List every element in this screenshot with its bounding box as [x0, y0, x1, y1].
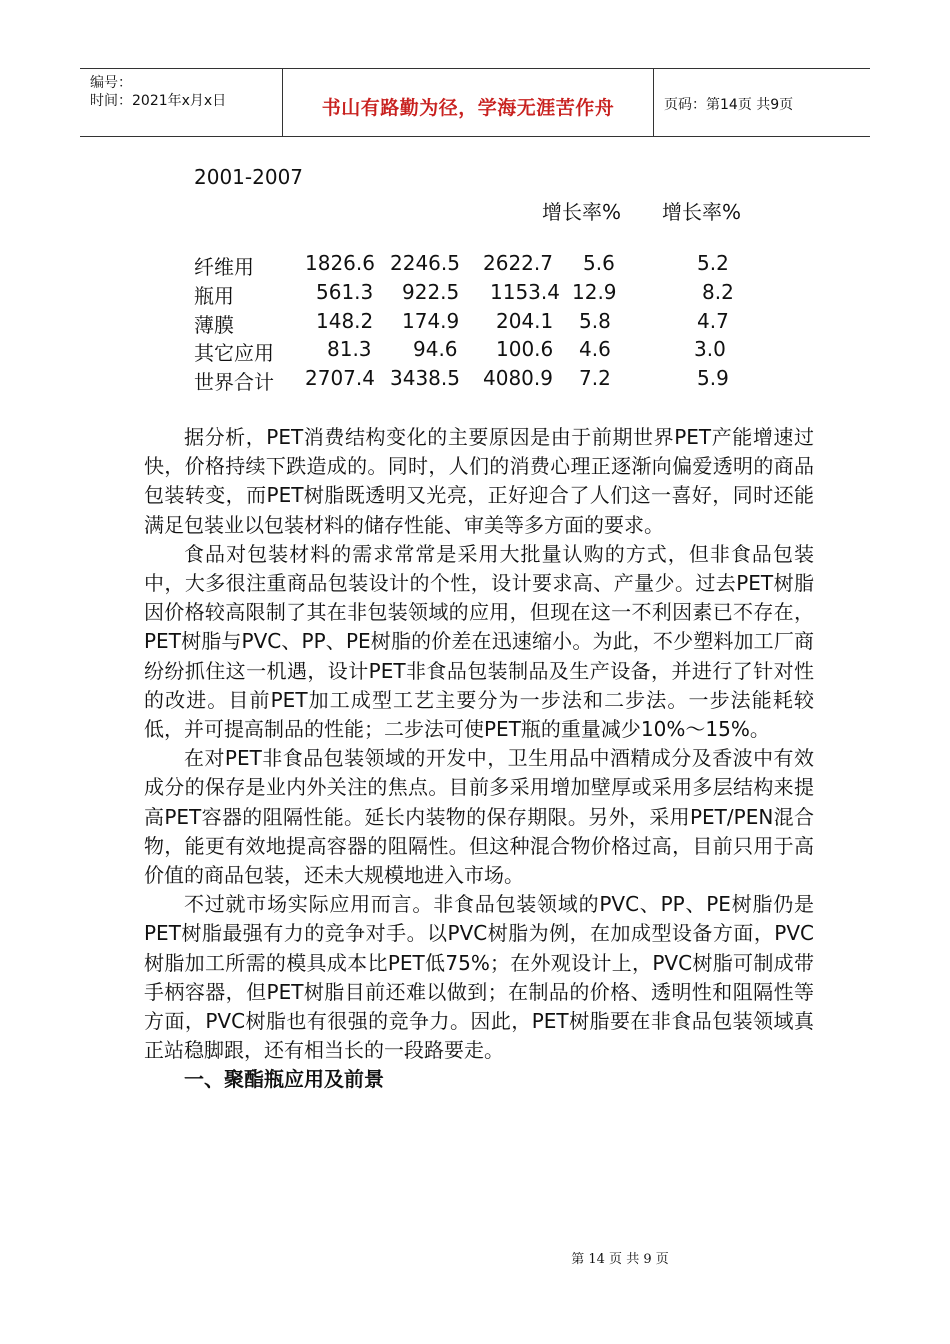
paragraph: 不过就市场实际应用而言。非食品包装领域的PVC、PP、PE树脂仍是PET树脂最强有力的竞争对手。以PVC树脂为例，在加成型设备方面，PVC树脂加工所需的模具成本比PET低75%；在外观设计上，PVC树脂可制成带手柄容器，但PET树脂目前还难以做到；在制品的价格、透明性和阻隔性等方面，PVC树脂也有很强的竞争力。因此，PET树脂要在非食品包装领域真正站稳脚跟，还有相当长的一段路要走。: [144, 892, 814, 1063]
row-value-1: 81.3: [327, 337, 372, 361]
header-motto-cell: [283, 69, 654, 136]
row-value-3: 2622.7: [483, 251, 553, 275]
header-motto: 书山有路勤为径，学海无涯苦作舟: [321, 97, 615, 119]
row-growth-1: 12.9: [572, 280, 617, 304]
row-growth-2: 4.7: [697, 309, 729, 333]
row-value-2: 94.6: [413, 337, 458, 361]
page-header: [80, 68, 870, 137]
document-number-label: 编号：: [90, 75, 132, 91]
row-label: 薄膜: [194, 313, 234, 337]
row-growth-2: 5.9: [697, 366, 729, 390]
row-value-3: 100.6: [496, 337, 554, 361]
row-growth-2: 8.2: [702, 280, 734, 304]
row-growth-2: 3.0: [694, 337, 726, 361]
header-page-number: 页码：第14页 共9页: [664, 97, 794, 113]
row-growth-1: 4.6: [579, 337, 611, 361]
paragraph: 在对PET非食品包装领域的开发中，卫生用品中酒精成分及香波中有效成分的保存是业内外关注的焦点。目前多采用增加壁厚或采用多层结构来提高PET容器的阻隔性能。延长内装物的保存期限。另外，采用PET/PEN混合物，能更有效地提高容器的阻隔性。但这种混合物价格过高，目前只用于高价值的商品包装，还未大规模地进入市场。: [144, 746, 814, 888]
paragraph: 食品对包装材料的需求常常是采用大批量认购的方式，但非食品包装中，大多很注重商品包装设计的个性，设计要求高、产量少。过去PET树脂因价格较高限制了其在非包装领域的应用，但现在这一不利因素已不存在，PET树脂与PVC、PP、PE树脂的价差在迅速缩小。为此，不少塑料加工厂商纷纷抓住这一机遇，设计PET非食品包装制品及生产设备，并进行了针对性的改进。目前PET加工成型工艺主要分为一步法和二步法。一步法能耗较低，并可提高制品的性能；二步法可使PET瓶的重量减少10%～15%。: [144, 541, 814, 742]
row-value-1: 2707.4: [305, 366, 375, 390]
table-period: 2001-2007: [194, 165, 304, 189]
body-text: [144, 423, 814, 1095]
row-value-3: 1153.4: [490, 280, 560, 304]
row-value-2: 922.5: [402, 280, 460, 304]
row-growth-1: 7.2: [579, 366, 611, 390]
header-meta-cell: [80, 69, 283, 136]
row-growth-1: 5.6: [583, 251, 615, 275]
header-page-cell: [654, 69, 870, 136]
row-label: 其它应用: [194, 341, 274, 365]
paragraph: 据分析，PET消费结构变化的主要原因是由于前期世界PET产能增速过快，价格持续下跌造成的。同时，人们的消费心理正逐渐向偏爱透明的商品包装转变，而PET树脂既透明又光亮，正好迎合了人们这一喜好，同时还能满足包装业以包装材料的储存性能、审美等多方面的要求。: [144, 425, 814, 537]
row-value-3: 204.1: [496, 309, 554, 333]
row-value-3: 4080.9: [483, 366, 553, 390]
row-label: 瓶用: [194, 284, 234, 308]
row-value-2: 3438.5: [390, 366, 460, 390]
row-growth-1: 5.8: [579, 309, 611, 333]
row-value-2: 174.9: [402, 309, 460, 333]
row-value-1: 561.3: [316, 280, 374, 304]
row-value-2: 2246.5: [390, 251, 460, 275]
row-value-1: 148.2: [316, 309, 374, 333]
document-date-label: 时间：2021年x月x日: [90, 93, 227, 109]
growth-rate-header-2: 增长率%: [662, 200, 742, 224]
row-label: 纤维用: [194, 255, 254, 279]
row-growth-2: 5.2: [697, 251, 729, 275]
section-heading: 一、聚酯瓶应用及前景: [184, 1067, 384, 1092]
page-footer: 第 14 页 共 9 页: [571, 1252, 669, 1267]
row-label: 世界合计: [194, 370, 274, 394]
growth-rate-header-1: 增长率%: [542, 200, 622, 224]
row-value-1: 1826.6: [305, 251, 375, 275]
